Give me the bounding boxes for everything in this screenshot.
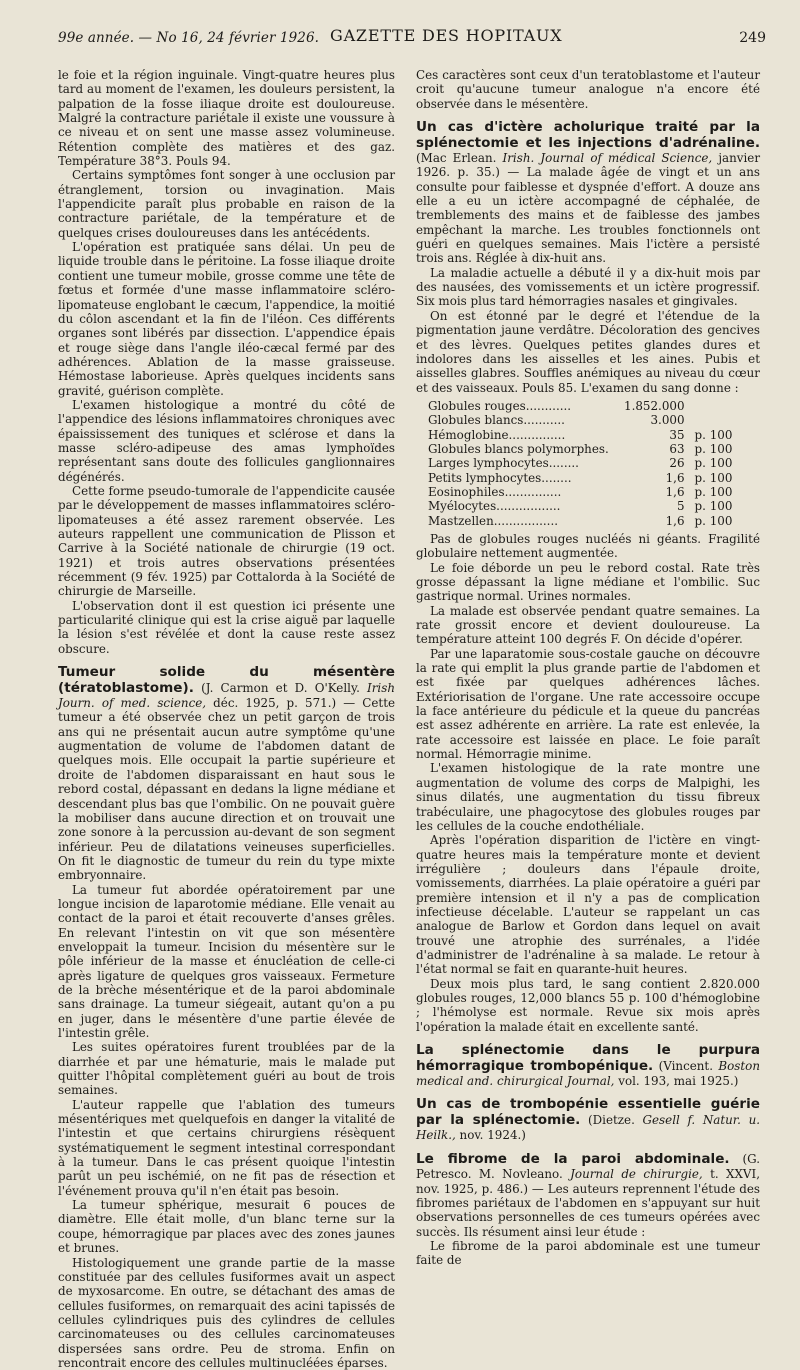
blood-count-value: 3.000: [624, 413, 695, 427]
paragraph: Les suites opératoires furent troublées par de la diarrhée et par une hématurie, mais le malade put quitter l'hôpital complètement guéri au bout de trois semaines.: [58, 1040, 395, 1097]
article-trombopenie: [416, 1097, 760, 1142]
journal-reference: Irish. Journal of médical Science,: [503, 151, 713, 165]
paragraph: Histologiquement une grande partie de la masse constituée par des cellules fusiformes avait un aspect de myxosarcome. En outre, se détachant des amas de cellules fusiformes, on remarquait des acini tapissés de cellules cylindriques puis des cylindres de cellules carcinomateuses ou des cellules carcinomateuses dispersées sans ordre. Peu de stroma. Enfin on rencontrait encore des cellules multinucléées éparses.: [58, 1256, 395, 1370]
article-reference: (Dietze.: [580, 1113, 642, 1127]
issue-line: 99e année. — No 16, 24 février 1926.: [58, 30, 319, 46]
paragraph: Deux mois plus tard, le sang contient 2.820.000 globules rouges, 12,000 blancs 55 p. 100 d'hémoglobine ; l'hémolyse est normale. Revue six mois après l'opération la malade était en excellente santé.: [416, 977, 760, 1034]
blood-count-row: [428, 485, 742, 499]
blood-count-unit: p. 100: [695, 428, 742, 442]
blood-count-value: 35: [624, 428, 695, 442]
paragraph: Le foie déborde un peu le rebord costal. Rate très grosse dépassant la ligne médiane et l'ombilic. Suc gastrique normal. Urines normales.: [416, 561, 760, 604]
page-number: 249: [739, 30, 766, 46]
blood-count-unit: [695, 399, 742, 413]
article-fibrome: [416, 1152, 760, 1239]
article-reference: (J. Carmon et D. O'Kelly.: [194, 681, 367, 695]
blood-count-value: 1,6: [624, 471, 695, 485]
article-body: vol. 193, mai 1925.): [614, 1074, 738, 1088]
blood-count-label: Larges lymphocytes........: [428, 456, 624, 470]
left-column: [58, 68, 395, 1370]
paragraph: Cette forme pseudo-tumorale de l'appendicite causée par le développement de masses inflammatoires scléro-lipomateuses a été assez rarement observée. Les auteurs rappellent une communication de Plisson et Carrive à la Société nationale de chirurgie (19 oct. 1921) et trois autres observations présentées récemment (9 fév. 1925) par Cottalorda à la Société de chirurgie de Marseille.: [58, 484, 395, 599]
journal-reference: Irish Journ. of med. science,: [58, 681, 395, 711]
blood-count-value: 26: [624, 456, 695, 470]
article-title: Tumeur solide du mésentère (tératoblastome).: [58, 664, 395, 696]
blood-count-unit: p. 100: [695, 485, 742, 499]
blood-count-unit: p. 100: [695, 456, 742, 470]
blood-count-row: [428, 499, 742, 513]
article-body: janvier 1926. p. 35.) — La malade âgée de vingt et un ans consulte pour faiblesse et dyspnée d'effort. A douze ans elle a eu un ictère accompagné de céphalée, de tremblements des mains et de faiblesse des jambes empêchant la marche. Les troubles fonctionnels ont guéri en quelques semaines. Mais l'ictère a persisté trois ans. Réglée à dix-huit ans.: [416, 151, 760, 265]
blood-count-row: [428, 471, 742, 485]
paragraph: L'auteur rappelle que l'ablation des tumeurs mésentériques met quelquefois en danger la vitalité de l'intestin et que certains chirurgiens résèquent systématiquement le segment intestinal correspondant à la tumeur. Dans le cas présent quoique l'intestin parût un peu ischémié, on ne fit pas de résection et l'événement prouva qu'il n'en était pas besoin.: [58, 1098, 395, 1198]
blood-count-value: 5: [624, 499, 695, 513]
blood-count-row: [428, 399, 742, 413]
article-splenectomie-purpura: [416, 1043, 760, 1088]
paragraph: Certains symptômes font songer à une occlusion par étranglement, torsion ou invagination. Mais l'appendicite paraît plus probable en raison de la contracture pariétale, de la température et de quelques crises douloureuses dans les antécédents.: [58, 168, 395, 240]
blood-count-value: 63: [624, 442, 695, 456]
blood-count-value: 1.852.000: [624, 399, 695, 413]
paragraph: L'examen histologique de la rate montre une augmentation de volume des corps de Malpighi, les sinus dilatés, une augmentation du tissu fibreux trabéculaire, une phagocytose des globules rouges par les cellules de la couche endothéliale.: [416, 761, 760, 833]
blood-count-value: 1,6: [624, 514, 695, 528]
paragraph: L'opération est pratiquée sans délai. Un peu de liquide trouble dans le péritoine. La fosse iliaque droite contient une tumeur mobile, grosse comme une tête de fœtus et formée d'une masse inflammatoire scléro-lipomateuse englobant le cæcum, l'appendice, la moitié du côlon ascendant et la fin de l'iléon. Ces différents organes sont libérés par dissection. L'appendice épais et rouge siège dans l'angle iléo-cæcal fermé par des adhérences. Ablation de la masse graisseuse. Hémostase laborieuse. Après quelques incidents sans gravité, guérison complète.: [58, 240, 395, 398]
paragraph: Le fibrome de la paroi abdominale est une tumeur faite de: [416, 1239, 760, 1268]
blood-count-row: [428, 428, 742, 442]
blood-count-value: 1,6: [624, 485, 695, 499]
blood-count-unit: p. 100: [695, 514, 742, 528]
article-teratoblastome: [58, 665, 395, 882]
article-body: déc. 1925, p. 571.) — Cette tumeur a été observée chez un petit garçon de trois ans qui ne présentait aucun autre symptôme qu'une augmentation de volume de l'abdomen datant de quelques mois. Elle occupait la partie supérieure et droite de l'abdomen disparaissant en haut sous le rebord costal, dépassant en dedans la ligne médiane et descendant plus bas que l'ombilic. On ne pouvait guère la mobiliser dans aucune direction et on trouvait une zone sonore à la percussion au-devant de son segment inférieur. Peu de dilatations veineuses superficielles. On fit le diagnostic de tumeur du rein du type mixte embryonnaire.: [58, 696, 395, 882]
paragraph: Après l'opération disparition de l'ictère en vingt-quatre heures mais la température monte et devient irrégulière ; douleurs dans l'épaule droite, vomissements, diarrhées. La plaie opératoire a guéri par première intension et il n'y a pas de complication infectieuse décelable. L'auteur se rappelant un cas analogue de Barlow et Gordon dans lequel on avait trouvé une atrophie des surrénales, a l'idée d'administrer de l'adrénaline à sa malade. Le retour à l'état normal se fait en quarante-huit heures.: [416, 833, 760, 976]
article-reference: (Mac Erlean.: [416, 151, 503, 165]
article-title: Un cas d'ictère acholurique traité par la splénectomie et les injections d'adrénaline.: [416, 119, 760, 151]
article-title: Un cas de trombopénie essentielle guérie par la splénectomie.: [416, 1096, 760, 1128]
blood-count-row: [428, 514, 742, 528]
blood-count-row: [428, 456, 742, 470]
blood-count-row: [428, 413, 742, 427]
paragraph: La tumeur sphérique, mesurait 6 pouces de diamètre. Elle était molle, d'un blanc terne sur la coupe, hémorragique par places avec des zones jaunes et brunes.: [58, 1198, 395, 1255]
running-head: [58, 26, 766, 48]
blood-count-row: [428, 442, 742, 456]
article-ictere: [416, 120, 760, 266]
blood-count-label: Globules blancs...........: [428, 413, 624, 427]
paragraph: L'examen histologique a montré du côté de l'appendice des lésions inflammatoires chroniques avec épaississement des tuniques et sclérose et dans la masse scléro-adipeuse des amas lymphoïdes représentant sans doute des follicules ganglionnaires dégénérés.: [58, 398, 395, 484]
blood-count-label: Globules rouges............: [428, 399, 624, 413]
blood-count-unit: [695, 413, 742, 427]
article-body: t. XXVI, nov. 1925, p. 486.) — Les auteurs reprennent l'étude des fibromes pariétaux de l'abdomen en s'appuyant sur huit observations personnelles de ces tumeurs opérées avec succès. Ils résument ainsi leur étude :: [416, 1167, 760, 1238]
blood-count-label: Myélocytes.................: [428, 499, 624, 513]
right-column: [416, 68, 760, 1268]
article-reference: (Vincent.: [653, 1059, 718, 1073]
blood-count-label: Mastzellen.................: [428, 514, 624, 528]
paragraph: Par une laparatomie sous-costale gauche on découvre la rate qui emplit la plus grande partie de l'abdomen et est fixée par quelques adhérences lâches. Extériorisation de l'organe. Une rate accessoire occupe la face antérieure du pédicule et la queue du pancréas est assez adhérente en arrière. La rate est enlevée, la rate accessoire est laissée en place. Le foie paraît normal. Hémorragie minime.: [416, 647, 760, 762]
article-reference: (G. Petresco. M. Novleano.: [416, 1152, 760, 1182]
paragraph: La maladie actuelle a débuté il y a dix-huit mois par des nausées, des vomissements et un ictère progressif. Six mois plus tard hémorragies nasales et gingivales.: [416, 266, 760, 309]
article-body: nov. 1924.): [456, 1128, 526, 1142]
blood-count-label: Hémoglobine...............: [428, 428, 624, 442]
blood-count-label: Petits lymphocytes........: [428, 471, 624, 485]
blood-count-unit: p. 100: [695, 471, 742, 485]
blood-count-unit: p. 100: [695, 442, 742, 456]
paragraph: On est étonné par le degré et l'étendue de la pigmentation jaune verdâtre. Décoloration des gencives et des lèvres. Quelques petites glandes dures et indolores dans les aisselles et les aines. Pubis et aisselles glabres. Souffles anémiques au niveau du cœur et des vaisseaux. Pouls 85. L'examen du sang donne :: [416, 309, 760, 395]
journal-reference: Journal de chirurgie,: [570, 1167, 703, 1181]
blood-count-unit: p. 100: [695, 499, 742, 513]
article-title: Le fibrome de la paroi abdominale.: [416, 1151, 730, 1167]
blood-count-table: [428, 399, 742, 528]
journal-reference: Boston medical and. chirurgical Journal,: [416, 1059, 760, 1089]
paragraph: La malade est observée pendant quatre semaines. La rate grossit encore et devient douloureuse. La température atteint 100 degrés F. On décide d'opérer.: [416, 604, 760, 647]
blood-count-label: Globules blancs polymorphes.: [428, 442, 624, 456]
article-title: La splénectomie dans le purpura hémorragique trombopénique.: [416, 1042, 760, 1074]
journal-reference: Gesell f. Natur. u. Heilk.,: [416, 1113, 760, 1143]
journal-title: GAZETTE DES HOPITAUX: [330, 26, 562, 45]
paragraph: Ces caractères sont ceux d'un teratoblastome et l'auteur croit qu'aucune tumeur analogue n'a encore été observée dans le mésentère.: [416, 68, 760, 111]
paragraph: Pas de globules rouges nucléés ni géants. Fragilité globulaire nettement augmentée.: [416, 532, 760, 561]
paragraph: L'observation dont il est question ici présente une particularité clinique qui est la crise aiguë par laquelle la lésion s'est révélée et dont la cause reste assez obscure.: [58, 599, 395, 656]
blood-count-label: Eosinophiles...............: [428, 485, 624, 499]
paragraph: le foie et la région inguinale. Vingt-quatre heures plus tard au moment de l'examen, les douleurs persistent, la palpation de la fosse iliaque droite est douloureuse. Malgré la contracture pariétale il existe une voussure à ce niveau et on sent une masse assez volumineuse. Rétention complète des matières et des gaz. Température 38°3. Pouls 94.: [58, 68, 395, 168]
paragraph: La tumeur fut abordée opératoirement par une longue incision de laparotomie médiane. Elle venait au contact de la paroi et était recouverte d'anses grêles. En relevant l'intestin on vit que son mésentère enveloppait la tumeur. Incision du mésentère sur le pôle inférieur de la masse et énucléation de celle-ci après ligature de quelques gros vaisseaux. Fermeture de la brèche mésentérique et de la paroi abdominale sans drainage. La tumeur siégeait, autant qu'on a pu en juger, dans le mésentère d'une partie élevée de l'intestin grêle.: [58, 883, 395, 1041]
